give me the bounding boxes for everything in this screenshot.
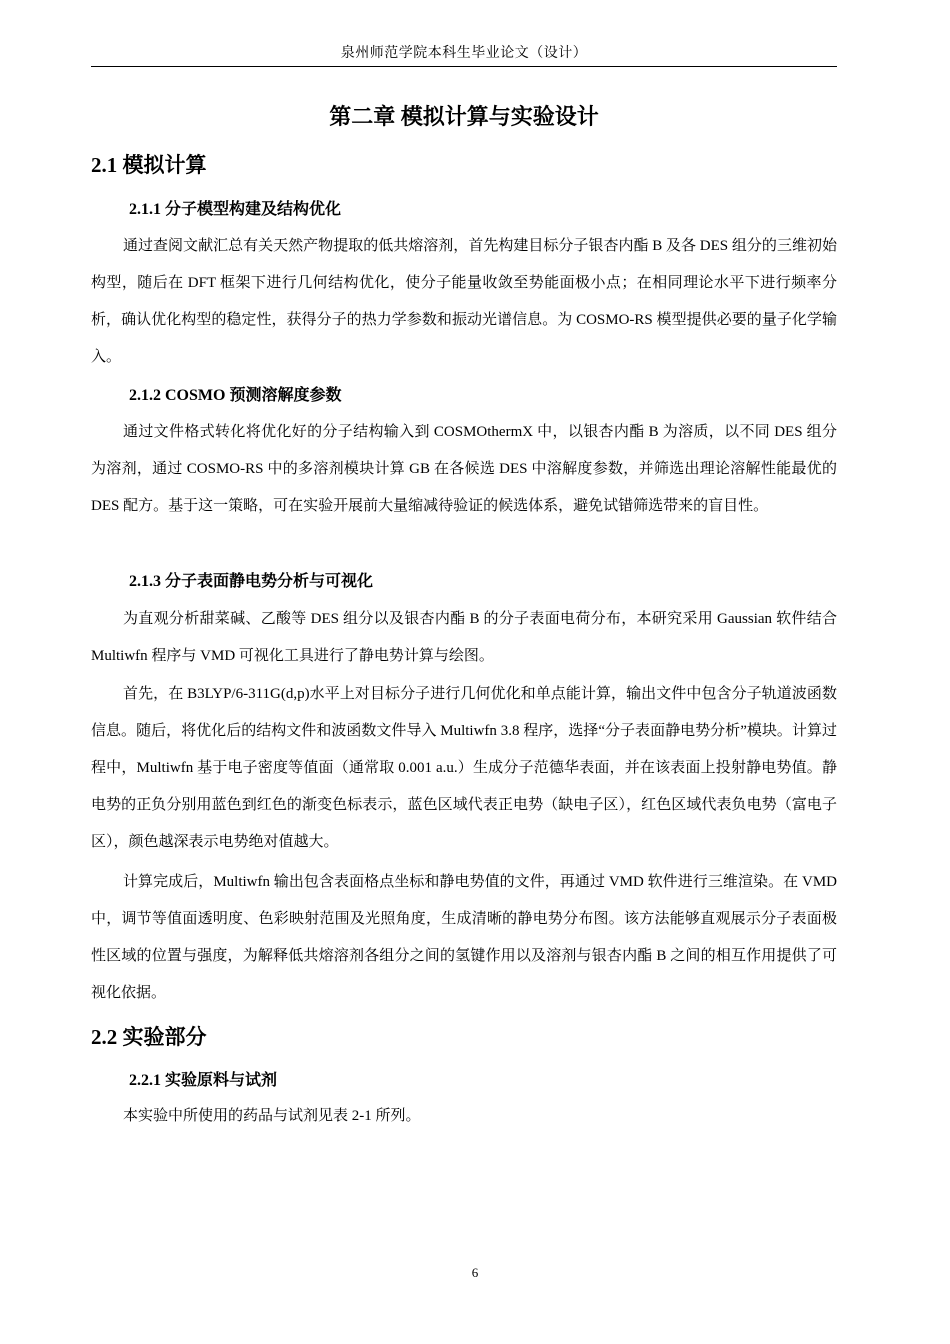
section-2-2-title: 2.2 实验部分	[91, 1025, 207, 1049]
section-2-2-1-title: 2.2.1 实验原料与试剂	[129, 1072, 278, 1089]
section-2-1-title: 2.1 模拟计算	[91, 153, 207, 177]
section-2-1-3-paragraph-3: 计算完成后，Multiwfn 输出包含表面格点坐标和静电势值的文件，再通过 VMD 软件进行三维渲染。在 VMD 中，调节等值面透明度、色彩映射范围及光照角度，生成清晰的静电势分布图。该方法能够直观展示分子表面极性区域的位置与强度，为解释低共熔溶剂各组分之间的氢键作用以及溶剂与银杏内酯 B 之间的相互作用提供了可视化依据。	[91, 874, 837, 1001]
section-2-1-1-paragraph-1: 通过查阅文献汇总有关天然产物提取的低共熔溶剂，首先构建目标分子银杏内酯 B 及各 DES 组分的三维初始构型，随后在 DFT 框架下进行几何结构优化，使分子能量收敛至势能面极小点；在相同理论水平下进行频率分析，确认优化构型的稳定性，获得分子的热力学参数和振动光谱信息。为 COSMO-RS 模型提供必要的量子化学输入。	[91, 238, 837, 365]
chapter-title: 第二章 模拟计算与实验设计	[329, 104, 599, 129]
section-2-1-2-title: 2.1.2 COSMO 预测溶解度参数	[129, 387, 342, 404]
section-2-2-1-paragraph-1: 本实验中所使用的药品与试剂见表 2-1 所列。	[123, 1108, 421, 1124]
running-header: 泉州师范学院本科生毕业论文（设计）	[340, 46, 588, 61]
section-2-1-3-paragraph-2: 首先，在 B3LYP/6-311G(d,p)水平上对目标分子进行几何优化和单点能计算，输出文件中包含分子轨道波函数信息。随后，将优化后的结构文件和波函数文件导入 Multiwfn 3.8 程序，选择“分子表面静电势分析”模块。计算过程中，Multiwfn 基于电子密度等值面（通常取 0.001 a.u.）生成分子范德华表面，并在该表面上投射静电势值。静电势的正负分别用蓝色到红色的渐变色标表示，蓝色区域代表正电势（缺电子区），红色区域代表负电势（富电子区），颜色越深表示电势绝对值越大。	[91, 686, 837, 850]
section-2-1-3-title: 2.1.3 分子表面静电势分析与可视化	[129, 573, 374, 590]
section-2-1-2-paragraph-1: 通过文件格式转化将优化好的分子结构输入到 COSMOthermX 中，以银杏内酯 B 为溶质，以不同 DES 组分为溶剂，通过 COSMO-RS 中的多溶剂模块计算 GB 在各候选 DES 中溶解度参数，并筛选出理论溶解性能最优的 DES 配方。基于这一策略，可在实验开展前大量缩减待验证的候选体系，避免试错筛选带来的盲目性。	[91, 424, 837, 514]
page-number: 6	[471, 1265, 479, 1280]
section-2-1-3-paragraph-1: 为直观分析甜菜碱、乙酸等 DES 组分以及银杏内酯 B 的分子表面电荷分布，本研究采用 Gaussian 软件结合 Multiwfn 程序与 VMD 可视化工具进行了静电势计算与绘图。	[91, 611, 837, 664]
section-2-1-1-title: 2.1.1 分子模型构建及结构优化	[129, 201, 342, 218]
header-rule	[91, 66, 837, 67]
